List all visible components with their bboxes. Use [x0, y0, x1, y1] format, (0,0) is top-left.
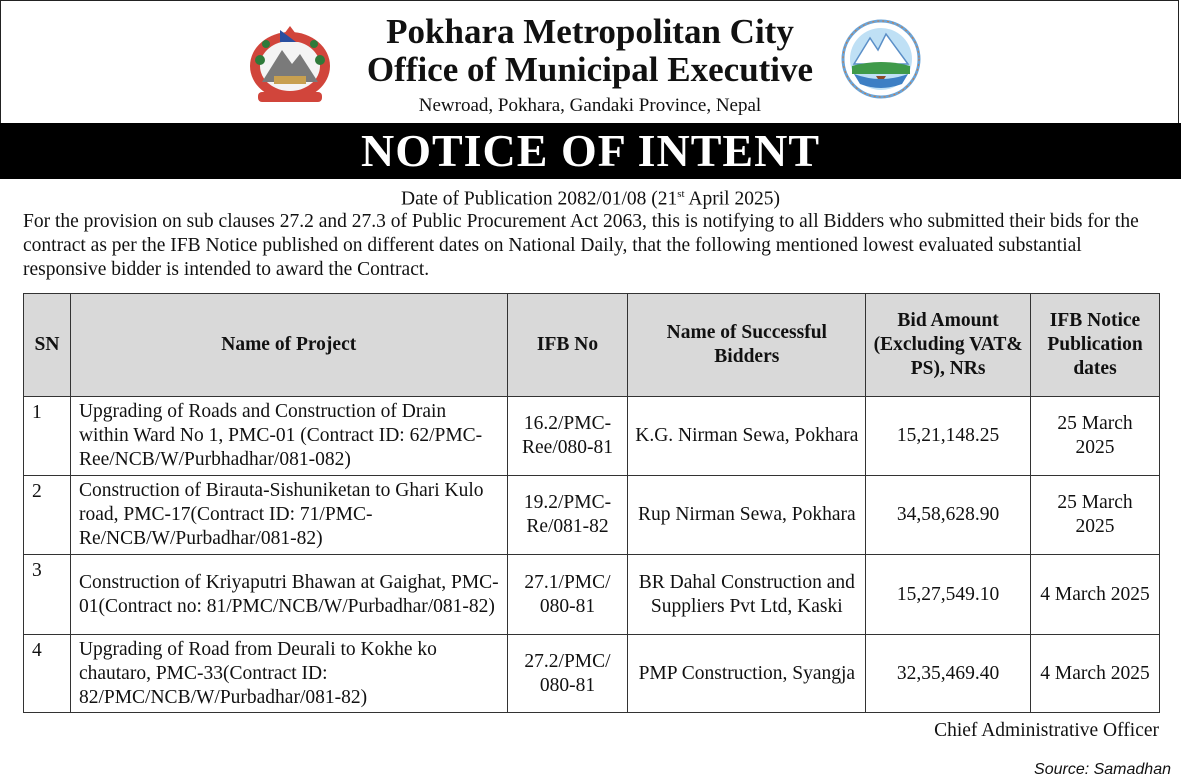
row-date: 4 March 2025	[1031, 555, 1160, 635]
row-bidder: PMP Construction, Syangja	[628, 635, 866, 713]
row-ifb: 19.2/PMC-Re/081-82	[507, 476, 628, 555]
header-amount: Bid Amount (Excluding VAT& PS), NRs	[866, 294, 1031, 397]
notice-banner: NOTICE OF INTENT	[0, 123, 1181, 179]
row-ifb: 16.2/PMC-Ree/080-81	[507, 397, 628, 476]
row-project: Construction of Birauta-Sishuniketan to Ghari Kulo road, PMC-17(Contract ID: 71/PMC-Re/NCB/W/Purbadhar/081-82)	[70, 476, 507, 555]
row-ifb: 27.1/PMC/ 080-81	[507, 555, 628, 635]
row-date: 25 March 2025	[1031, 397, 1160, 476]
publication-date-prefix: Date of Publication 2082/01/08 (21	[401, 188, 678, 210]
publication-date	[0, 181, 1181, 213]
row-amount: 32,35,469.40	[866, 635, 1031, 713]
row-sn: 4	[24, 635, 71, 713]
row-project: Construction of Kriyaputri Bhawan at Gaighat, PMC-01(Contract no: 81/PMC/NCB/W/Purbadhar/081-82)	[70, 555, 507, 635]
office-address: Newroad, Pokhara, Gandaki Province, Nepal	[418, 95, 762, 116]
row-ifb: 27.2/PMC/ 080-81	[507, 635, 628, 713]
header-sn: SN	[24, 294, 71, 397]
row-date: 4 March 2025	[1031, 635, 1160, 713]
intro-paragraph: For the provision on sub clauses 27.2 and 27.3 of Public Procurement Act 2063, this is notifying to all Bidders who submitted their bids for the contract as per the IFB Notice published on different dates on National Daily, that the following mentioned lowest evaluated substantial responsive bidder is intended to award the Contract.	[23, 211, 1139, 280]
row-amount: 15,27,549.10	[866, 555, 1031, 635]
office-title: Office of Municipal Executive	[366, 50, 814, 89]
header-dates: IFB Notice Publication dates	[1031, 294, 1160, 397]
row-bidder: K.G. Nirman Sewa, Pokhara	[628, 397, 866, 476]
signature-title: Chief Administrative Officer	[934, 720, 1159, 741]
table-row	[24, 476, 1160, 555]
table-header-row	[24, 294, 1160, 397]
row-sn: 1	[24, 397, 71, 476]
header-bidder: Name of Successful Bidders	[628, 294, 866, 397]
row-date: 25 March 2025	[1031, 476, 1160, 555]
publication-date-sup: st	[677, 188, 685, 200]
source-credit: Source: Samadhan	[1034, 761, 1171, 778]
table-row	[24, 555, 1160, 635]
row-project: Upgrading of Road from Deurali to Kokhe ko chautaro, PMC-33(Contract ID: 82/PMC/NCB/W/Purbadhar/081-82)	[70, 635, 507, 713]
table-row	[24, 635, 1160, 713]
row-amount: 34,58,628.90	[866, 476, 1031, 555]
municipality-title: Pokhara Metropolitan City	[386, 12, 794, 51]
table-row	[24, 397, 1160, 476]
pokhara-metropolitan-logo-icon	[840, 18, 922, 100]
nepal-coat-of-arms-icon	[240, 20, 340, 106]
row-bidder: Rup Nirman Sewa, Pokhara	[628, 476, 866, 555]
row-amount: 15,21,148.25	[866, 397, 1031, 476]
header-ifb: IFB No	[507, 294, 628, 397]
publication-date-suffix: April 2025)	[684, 188, 780, 210]
row-sn: 2	[24, 476, 71, 555]
header-project: Name of Project	[70, 294, 507, 397]
award-table	[23, 293, 1160, 713]
row-project: Upgrading of Roads and Construction of Drain within Ward No 1, PMC-01 (Contract ID: 62/PMC-Ree/NCB/W/Purbhadhar/081-082)	[70, 397, 507, 476]
row-bidder: BR Dahal Construction and Suppliers Pvt Ltd, Kaski	[628, 555, 866, 635]
row-sn: 3	[24, 555, 71, 635]
